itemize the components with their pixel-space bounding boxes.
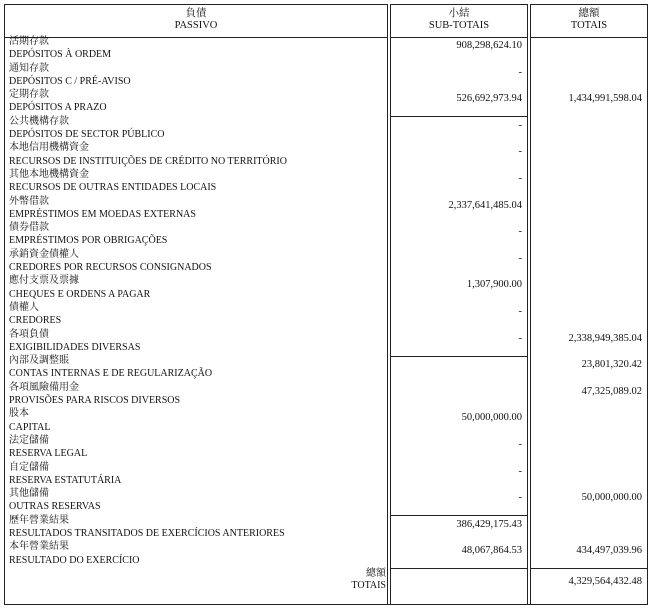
row-label-zh: 外幣借款 bbox=[9, 195, 49, 207]
row-label-pt: CAPITAL bbox=[9, 421, 51, 433]
row-total: 50,000,000.00 bbox=[581, 492, 642, 504]
row-label-pt: RESERVA ESTATUTÁRIA bbox=[9, 474, 122, 486]
row-subtotal: 908,298,624.10 bbox=[456, 40, 522, 51]
header-subtotal bbox=[390, 4, 528, 38]
row-subtotal: - bbox=[518, 306, 522, 317]
row-total: 2,338,949,385.04 bbox=[568, 332, 642, 344]
row-label-zh: 債權人 bbox=[9, 302, 39, 313]
header-subtotal-zh: 小結 bbox=[448, 8, 470, 19]
row-subtotal: - bbox=[518, 439, 522, 450]
row-label-zh: 股本 bbox=[9, 408, 29, 420]
row-subtotal: 2,337,641,485.04 bbox=[448, 199, 522, 211]
row-label-zh: 內部及調整賬 bbox=[9, 355, 69, 367]
row-total: 1,434,991,598.04 bbox=[568, 93, 642, 105]
row-label-pt: RECURSOS DE INSTITUIÇÕES DE CRÉDITO NO TERRITÓRIO bbox=[9, 155, 287, 167]
row-label-zh: 歷年營業結果 bbox=[9, 514, 69, 526]
header-label-pt: PASSIVO bbox=[174, 20, 218, 31]
row-subtotal: - bbox=[518, 465, 522, 477]
row-label-zh: 其他本地機構資金 bbox=[9, 169, 89, 180]
row-total: 47,325,089.02 bbox=[581, 385, 642, 397]
row-subtotal: - bbox=[518, 332, 522, 344]
row-label-pt: CREDORES bbox=[9, 315, 62, 327]
row-label-pt: CHEQUES E ORDENS A PAGAR bbox=[9, 288, 151, 300]
row-subtotal: 48,067,864.53 bbox=[461, 545, 522, 557]
row-label-pt: EMPRÉSTIMOS POR OBRIGAÇÕES bbox=[9, 235, 168, 247]
row-subtotal: - bbox=[518, 173, 522, 184]
row-label-pt: DEPÓSITOS A PRAZO bbox=[9, 102, 107, 114]
row-label-pt: EXIGIBILIDADES DIVERSAS bbox=[9, 341, 141, 353]
row-label-pt: EMPRÉSTIMOS EM MOEDAS EXTERNAS bbox=[9, 208, 196, 220]
liability-table bbox=[4, 4, 648, 604]
grand-total-label-pt: TOTAIS bbox=[351, 580, 386, 591]
subtotal-divider bbox=[390, 116, 528, 117]
row-label-zh: 公共機構存款 bbox=[9, 115, 69, 127]
row-subtotal: 526,692,973.94 bbox=[456, 93, 522, 105]
row-subtotal: - bbox=[518, 226, 522, 238]
header-label-zh: 負債 bbox=[185, 8, 207, 19]
row-label-pt: RESERVA LEGAL bbox=[9, 448, 88, 460]
subtotal-divider bbox=[390, 356, 528, 357]
row-label-zh: 本地信用機構資金 bbox=[9, 142, 89, 154]
row-label-zh: 活期存款 bbox=[9, 36, 49, 47]
row-label-pt: DEPÓSITOS DE SECTOR PÚBLICO bbox=[9, 129, 165, 140]
subtotal-divider bbox=[390, 515, 528, 516]
grand-total-value: 4,329,564,432.48 bbox=[568, 576, 642, 587]
row-label-zh: 本年營業結果 bbox=[9, 541, 69, 553]
row-label-zh: 自定儲備 bbox=[9, 461, 49, 473]
row-label-pt: OUTRAS RESERVAS bbox=[9, 501, 101, 513]
row-label-pt: RESULTADO DO EXERCÍCIO bbox=[9, 554, 140, 566]
header-subtotal-pt: SUB-TOTAIS bbox=[428, 20, 490, 31]
total-divider bbox=[530, 568, 648, 569]
row-subtotal: - bbox=[518, 119, 522, 131]
header-total bbox=[530, 4, 648, 38]
row-subtotal: 1,307,900.00 bbox=[466, 279, 522, 291]
row-label-pt: PROVISÕES PARA RISCOS DIVERSOS bbox=[9, 395, 181, 406]
row-label-pt: DEPÓSITOS À ORDEM bbox=[9, 49, 112, 61]
row-label-zh: 各項風險備用金 bbox=[9, 381, 79, 393]
subtotal-divider bbox=[390, 568, 528, 569]
row-label-pt: CONTAS INTERNAS E DE REGULARIZAÇÃO bbox=[9, 368, 213, 380]
row-label-zh: 債券借款 bbox=[9, 222, 49, 234]
row-label-zh: 各項負債 bbox=[9, 328, 49, 340]
row-total: 23,801,320.42 bbox=[581, 359, 642, 371]
header-total-zh: 總額 bbox=[578, 8, 600, 19]
header-label bbox=[4, 4, 388, 38]
row-label-zh: 其他儲備 bbox=[9, 488, 49, 500]
row-subtotal: - bbox=[518, 252, 522, 264]
row-subtotal: - bbox=[518, 66, 522, 78]
row-subtotal: - bbox=[518, 492, 522, 504]
header-total-pt: TOTAIS bbox=[570, 20, 608, 31]
row-label-pt: RESULTADOS TRANSITADOS DE EXERCÍCIOS ANTERIORES bbox=[9, 528, 285, 539]
row-label-zh: 法定儲備 bbox=[9, 435, 49, 446]
row-label-zh: 應付支票及票據 bbox=[9, 275, 79, 287]
row-label-pt: CREDORES POR RECURSOS CONSIGNADOS bbox=[9, 262, 212, 273]
table-bottom-border bbox=[4, 604, 648, 605]
row-label-pt: DEPÓSITOS C / PRÉ-AVISO bbox=[9, 75, 131, 87]
row-subtotal: 386,429,175.43 bbox=[456, 518, 522, 530]
row-label-zh: 承銷資金債權人 bbox=[9, 248, 79, 260]
row-subtotal: 50,000,000.00 bbox=[461, 412, 522, 424]
row-total: 434,497,039.96 bbox=[576, 545, 642, 557]
row-label-pt: RECURSOS DE OUTRAS ENTIDADES LOCAIS bbox=[9, 182, 217, 194]
grand-total-label-zh: 總額 bbox=[366, 568, 386, 579]
row-subtotal: - bbox=[518, 146, 522, 158]
row-label-zh: 通知存款 bbox=[9, 62, 49, 74]
row-label-zh: 定期存款 bbox=[9, 89, 49, 101]
